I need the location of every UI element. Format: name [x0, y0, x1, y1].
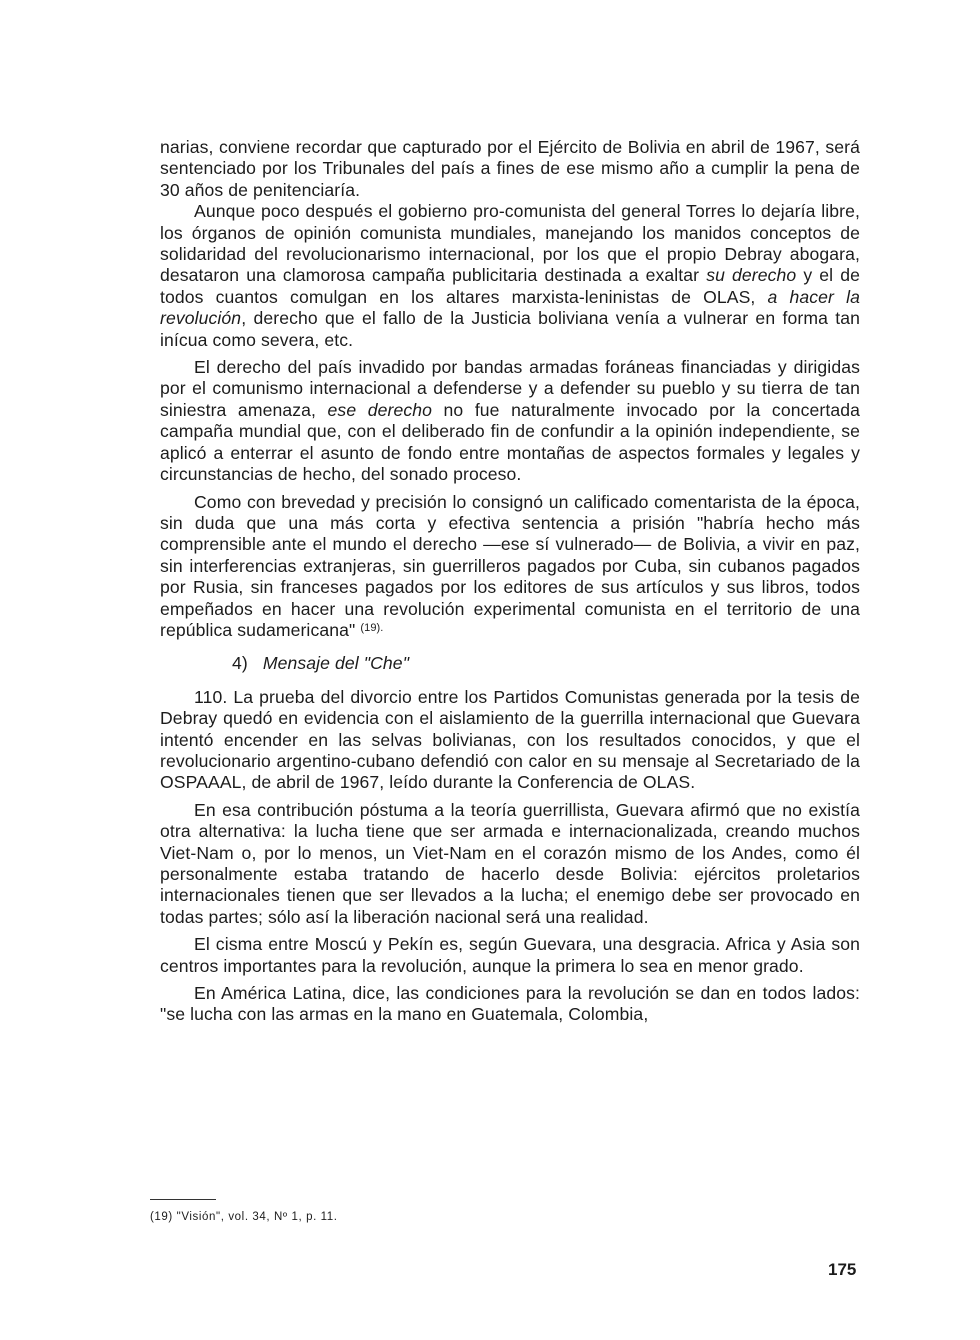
- paragraph-4-text: Como con brevedad y precisión lo consignó un calificado comentarista de la época, sin duda que una más corta y efectiva sentencia a prisión "habría hecho más comprensible ante el mundo el derecho —ese sí vulnerado— de Bolivia, a vivir en paz, sin interferencias extranjeras, sin guerrilleros pagados por Cuba, sin cubanos pagados por Rusia, sin franceses pagados por los editores de sus artículos y sus libros, todos empeñados en hacer una revolución experimental comunista en el territorio de una república sudamericana": [160, 491, 860, 640]
- section-title: Mensaje del "Che": [262, 653, 410, 674]
- footnote: (19) "Visión", vol. 34, Nº 1, p. 11.: [150, 1211, 338, 1223]
- paragraph-5: 110. La prueba del divorcio entre los Partidos Comunistas generada por la tesis de Debray quedó en evidencia con el aislamiento de la guerrilla internacional que Guevara intentó encender en las selvas bolivianas, con los resultados conocidos, y que el revolucionario argentino-cubano defendió con calor en su mensaje al Secretariado de la OSPAAAL, de abril de 1967, leído durante la Conferencia de OLAS.: [160, 686, 860, 793]
- paragraph-2-emphasis-1: su derecho: [706, 265, 797, 286]
- upper-text: [160, 137, 860, 1026]
- section-heading: [232, 653, 860, 674]
- paragraph-3: [160, 357, 860, 485]
- paragraph-2-text-a: Aunque poco después el gobierno pro-comunista del general Torres lo dejaría libre, los órganos de opinión comunista mundiales, manejando los manidos conceptos de solidaridad del revolucionarismo internacional, por los que el propio Debray abogara, desataron una clamorosa campaña publicitaria destinada a exaltar: [160, 201, 860, 286]
- paragraph-1: narias, conviene recordar que capturado por el Ejército de Bolivia en abril de 1967, será sentenciado por los Tribunales del país a fines de ese mismo año a cumplir la pena de 30 años de penitenciaría.: [160, 137, 860, 200]
- footnote-divider: [150, 1199, 216, 1200]
- footnote-reference: (19).: [360, 621, 384, 634]
- paragraph-2-text-b: y el de todos cuantos comulgan en los altares marxista-leninistas de OLAS,: [160, 265, 860, 307]
- paragraph-3-text-b: no fue naturalmente invocado por la concertada campaña mundial que, con el deliberado fin de confundir a la opinión independiente, se aplicó a enterrar el asunto de fondo entre montañas de aspectos formales y legales y circunstancias de hecho, del sonado proceso.: [160, 399, 860, 485]
- paragraph-2-emphasis-2: a hacer la revolución: [160, 286, 861, 329]
- paragraph-6: En esa contribución póstuma a la teoría guerrillista, Guevara afirmó que no existía otra alternativa: la lucha tiene que ser armada e internacionalizada, creando muchos Viet-Nam o, por lo menos, un Viet-Nam en el corazón mismo de los Andes, como él personalmente estaba tratando de hacerlo desde Bolivia: ejércitos proletarios internacionales tienen que ser llevados a la lucha; el enemigo debe ser provocado en todas partes; sólo así la liberación nacional será una realidad.: [160, 799, 860, 927]
- paragraph-4: [160, 492, 860, 642]
- page-number: 175: [828, 1260, 857, 1279]
- section-number: 4): [232, 653, 248, 674]
- paragraph-2: [160, 201, 860, 351]
- paragraph-3-text-a: El derecho del país invadido por bandas armadas foráneas financiadas y dirigidas por el comunismo internacional a defenderse y a defender su pueblo y su tierra de tan siniestra amenaza,: [160, 357, 860, 420]
- paragraph-2-text-c: , derecho que el fallo de la Justicia boliviana venía a vulnerar en forma tan inícua como severa, etc.: [160, 308, 860, 350]
- paragraph-7: El cisma entre Moscú y Pekín es, según Guevara, una desgracia. Africa y Asia son centros importantes para la revolución, aunque la primera lo sea en menor grado.: [160, 934, 860, 976]
- paragraph-8: En América Latina, dice, las condiciones para la revolución se dan en todos lados: "se lucha con las armas en la mano en Guatemala, Colombia,: [160, 983, 860, 1025]
- paragraph-3-emphasis: ese derecho: [327, 399, 432, 420]
